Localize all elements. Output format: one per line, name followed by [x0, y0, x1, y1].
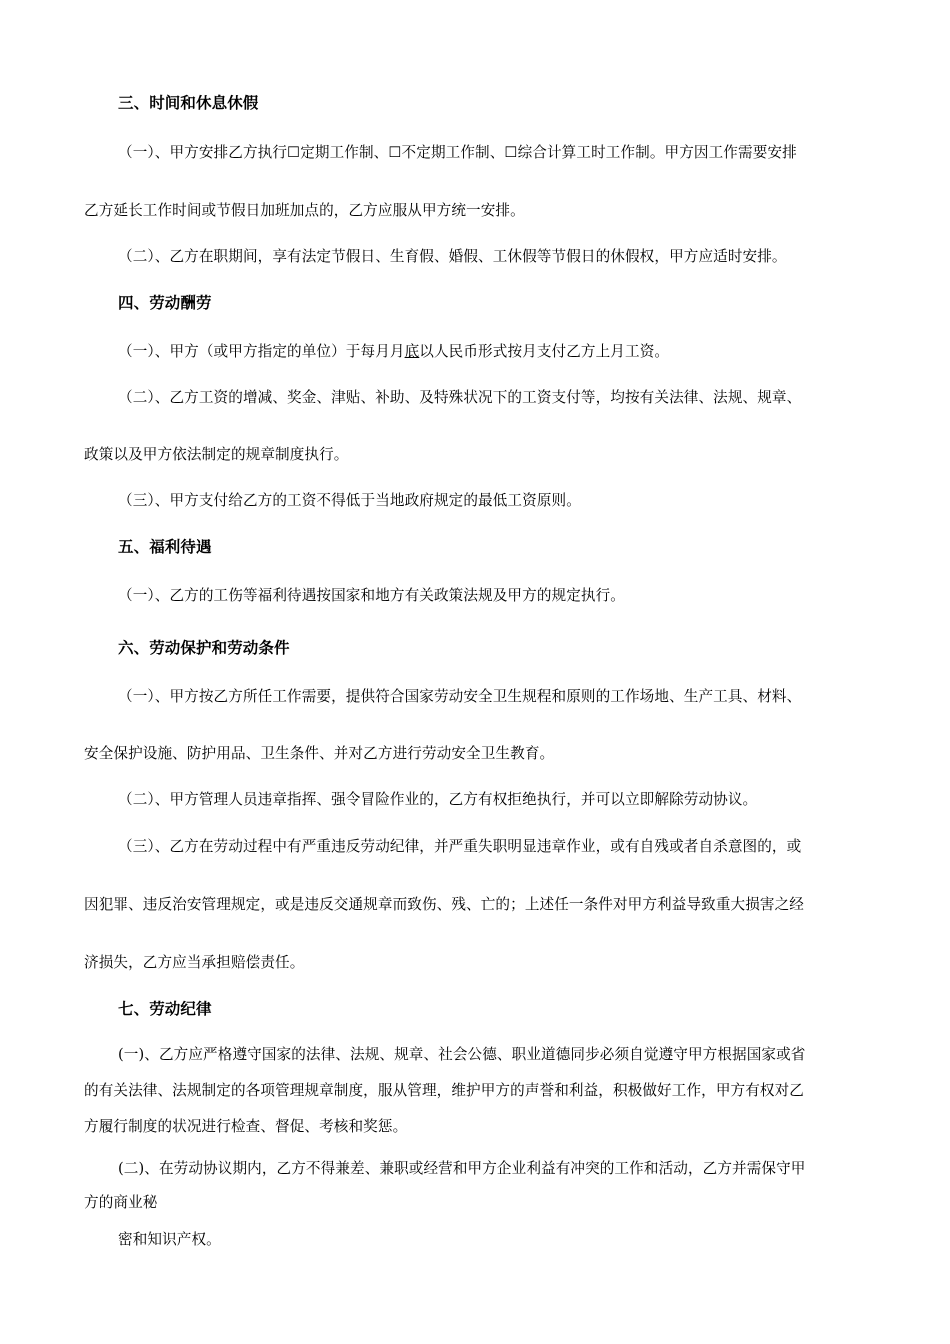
section-4-clause-1-text-a: （一）、甲方（或甲方指定的单位）于每月月: [118, 343, 405, 360]
section-4-clause-1-text-b: 以人民币形式按月支付乙方上月工资。: [419, 343, 670, 360]
section-5-heading: 五、福利待遇: [118, 537, 212, 556]
section-7-clause-2-line-1: (二)、在劳动协议期内，乙方不得兼差、兼职或经营和甲方企业利益有冲突的工作和活动，乙方并需保守甲: [118, 1160, 806, 1177]
section-7-clause-1-line-1: (一)、乙方应严格遵守国家的法律、法规、规章、社会公德、职业道德同步必须自觉遵守甲方根据国家或省: [118, 1046, 806, 1063]
section-5-clause-1: （一）、乙方的工伤等福利待遇按国家和地方有关政策法规及甲方的规定执行。: [118, 587, 625, 604]
section-7-clause-2-line-3: 密和知识产权。: [118, 1231, 221, 1248]
section-7-heading: 七、劳动纪律: [118, 999, 212, 1018]
section-3-clause-1-line-1: （一）、甲方安排乙方执行☐定期工作制、☐不定期工作制、☐综合计算工时工作制。甲方因工作需要安排: [118, 144, 797, 161]
section-6-clause-3-line-3: 济损失，乙方应当承担赔偿责任。: [84, 954, 305, 971]
section-6-clause-1-line-1: （一）、甲方按乙方所任工作需要，提供符合国家劳动安全卫生规程和原则的工作场地、生产工具、材料、: [118, 688, 802, 705]
section-6-clause-2: （二）、甲方管理人员违章指挥、强令冒险作业的，乙方有权拒绝执行，并可以立即解除劳动协议。: [118, 791, 758, 808]
section-4-clause-1: [118, 342, 918, 362]
section-6-clause-3-line-1: （三）、乙方在劳动过程中有严重违反劳动纪律，并严重失职明显违章作业，或有自残或者自杀意图的，或: [118, 838, 802, 855]
section-6-clause-3-line-2: 因犯罪、违反治安管理规定，或是违反交通规章而致伤、残、亡的；上述任一条件对甲方利益导致重大损害之经: [84, 896, 804, 913]
section-7-clause-1-line-2: 的有关法律、法规制定的各项管理规章制度，服从管理，维护甲方的声誉和利益，积极做好工作，甲方有权对乙: [84, 1082, 804, 1099]
section-4-heading: 四、劳动酬劳: [118, 293, 212, 312]
section-7-clause-2-line-2: 方的商业秘: [84, 1194, 158, 1211]
section-3-clause-2: （二）、乙方在职期间，享有法定节假日、生育假、婚假、工休假等节假日的休假权，甲方应适时安排。: [118, 248, 787, 265]
section-3-heading: 三、时间和休息休假: [118, 93, 259, 112]
section-4-clause-1-underlined: 底: [404, 343, 420, 360]
section-7-clause-1-line-3: 方履行制度的状况进行检查、督促、考核和奖惩。: [84, 1118, 408, 1135]
section-4-clause-2-line-1: （二）、乙方工资的增减、奖金、津贴、补助、及特殊状况下的工资支付等，均按有关法律、法规、规章、: [118, 389, 802, 406]
section-6-clause-1-line-2: 安全保护设施、防护用品、卫生条件、并对乙方进行劳动安全卫生教育。: [84, 745, 555, 762]
section-4-clause-3: （三）、甲方支付给乙方的工资不得低于当地政府规定的最低工资原则。: [118, 492, 581, 509]
section-4-clause-2-line-2: 政策以及甲方依法制定的规章制度执行。: [84, 446, 349, 463]
section-3-clause-1-line-2: 乙方延长工作时间或节假日加班加点的，乙方应服从甲方统一安排。: [84, 202, 525, 219]
section-6-heading: 六、劳动保护和劳动条件: [118, 638, 290, 657]
